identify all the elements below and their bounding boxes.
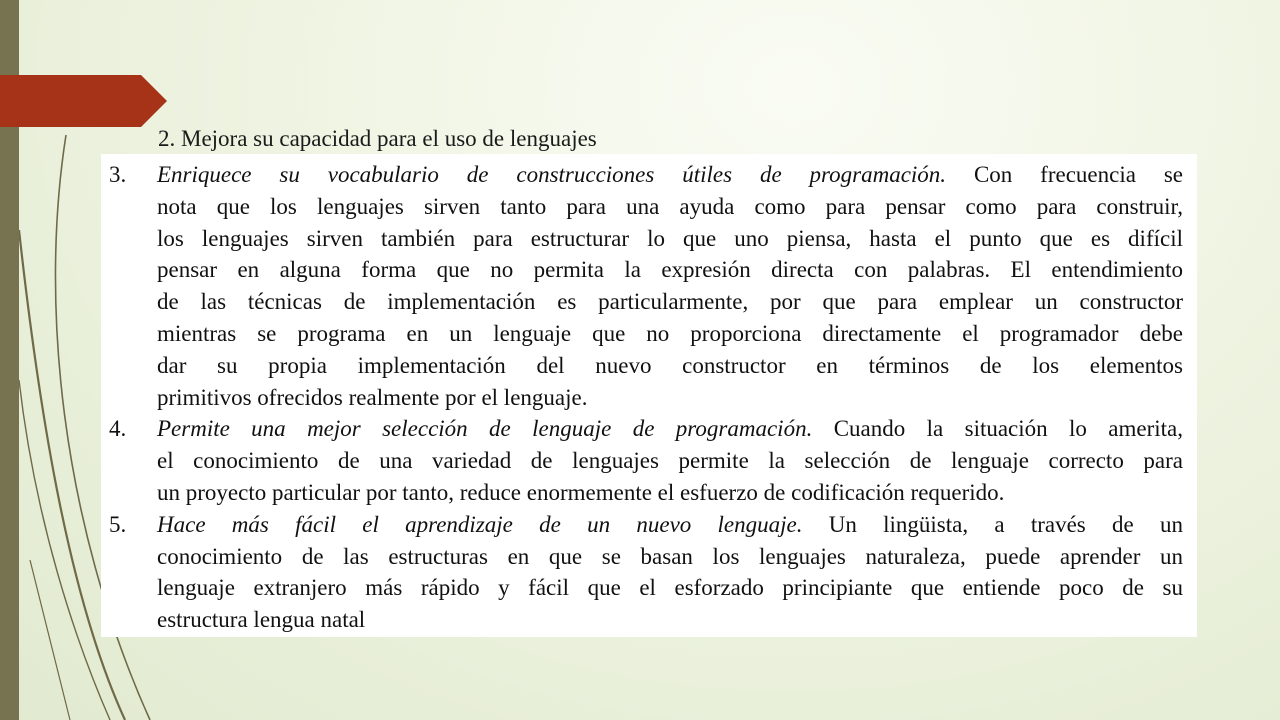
strand-3 [19, 380, 110, 720]
list-item-text: lenguaje extranjero más rápido y fácil que el esforzado principiante que entiende poco de su [157, 575, 1183, 601]
list-item-title: Enriquece su vocabulario de construcciones útiles de programación. [157, 162, 947, 187]
list-item-title: Permite una mejor selección de lenguaje de programación. [157, 416, 813, 442]
list-item-line [157, 572, 1183, 604]
list-item-text: dar su propia implementación del nuevo constructor en términos de los elementos [157, 352, 1183, 378]
list-item-line [157, 350, 1183, 382]
list-item-line [157, 413, 1183, 445]
list-item-text: Con frecuencia se [946, 162, 1183, 187]
strand-4 [30, 560, 70, 720]
list-item-line [157, 191, 1183, 223]
list-item-number: 4. [109, 416, 127, 442]
arrow-tag-polygon [0, 75, 167, 127]
list-item-line [157, 254, 1183, 286]
list-item-text: conocimiento de las estructuras en que se basan los lenguajes naturaleza, puede aprender un [157, 543, 1183, 569]
list-item-text: pensar en alguna forma que no permita la expresión directa con palabras. El entendimiento [157, 257, 1183, 283]
list-item-line [157, 382, 1183, 414]
list-item-number: 3. [109, 162, 127, 187]
cropped-heading-fragment [150, 126, 597, 154]
list-item-title: Hace más fácil el aprendizaje de un nuevo lenguaje. [157, 511, 803, 537]
list-item-text: primitivos ofrecidos realmente por el lenguaje. [157, 384, 588, 410]
list-item-text: estructura lengua natal [157, 607, 366, 633]
list-item-line [157, 159, 1183, 191]
list-item-text: nota que los lenguajes sirven tanto para una ayuda como para pensar como para construir, [157, 193, 1183, 219]
list-item-text: un proyecto particular por tanto, reduce enormemente el esfuerzo de codificación requerido. [157, 479, 1005, 505]
list-item-line [157, 477, 1183, 509]
list-item-text: de las técnicas de implementación es particularmente, por que para emplear un constructor [157, 289, 1183, 315]
cropped-heading-text: 2. Mejora su capacidad para el uso de lenguajes [158, 126, 597, 151]
list-item-line [157, 318, 1183, 350]
list-item-text: el conocimiento de una variedad de lenguajes permite la selección de lenguaje correcto para [157, 448, 1183, 474]
list-item-line [157, 286, 1183, 318]
list-item-text: Un lingüista, a través de un [802, 511, 1183, 537]
list-item-line [157, 223, 1183, 255]
document-image-panel [101, 154, 1197, 637]
list-item-text: los lenguajes sirven también para estructurar lo que uno piensa, hasta el punto que es difícil [157, 225, 1183, 251]
list-item-line [157, 445, 1183, 477]
list-item-number: 5. [109, 511, 127, 537]
list-item-line [157, 509, 1183, 541]
list-item-line [157, 604, 1183, 636]
arrow-tag-shape [0, 75, 167, 127]
list-item-line [157, 541, 1183, 573]
list-item-text: mientras se programa en un lenguaje que no proporciona directamente el programador debe [157, 321, 1183, 346]
list-item-text: Cuando la situación lo amerita, [812, 416, 1184, 442]
